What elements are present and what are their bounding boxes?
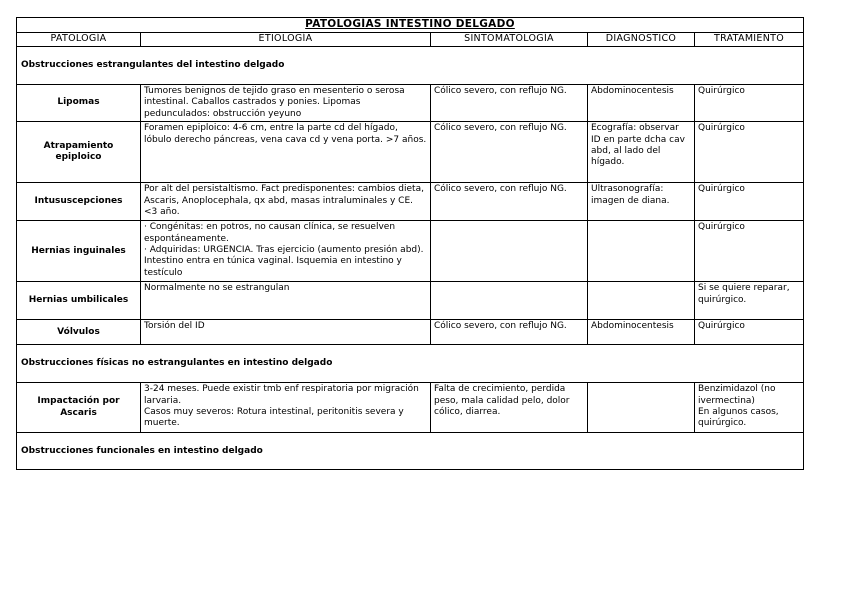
table-row [17,122,804,183]
cell-etiologia [141,221,431,282]
cell-etiologia: Normalmente no se estrangulan [141,282,431,320]
cell-patologia: Hernias inguinales [17,221,141,282]
cell-diagnostico [588,221,695,282]
cell-tratamiento: Quirúrgico [695,320,804,345]
header-patologia: PATOLOGÍA [17,33,141,47]
cell-diagnostico: Abdominocentesis [588,85,695,122]
cell-tratamiento: Quirúrgico [695,221,804,282]
table-row [17,383,804,433]
etiologia-line: 3-24 meses. Puede existir tmb enf respiratoria por migración larvaria. [144,384,419,406]
cell-diagnostico: Ultrasonografía: imagen de diana. [588,183,695,221]
table-row [17,221,804,282]
cell-tratamiento: Quirúrgico [695,85,804,122]
header-etiologia: ETIOLOGÍA [141,33,431,47]
cell-sintomatologia [431,221,588,282]
table-row [17,183,804,221]
cell-etiologia: Por alt del persistaltismo. Fact predisponentes: cambios dieta, Ascaris, Anoplocephala, qx abd, masas intraluminales y CE. <3 año. [141,183,431,221]
tratamiento-line: En algunos casos, quirúrgico. [698,407,779,429]
table-row [17,85,804,122]
section-row [17,47,804,85]
cell-patologia: Hernias umbilicales [17,282,141,320]
cell-diagnostico: Ecografía: observar ID en parte dcha cav abd, al lado del hígado. [588,122,695,183]
cell-patologia: Impactación por Ascaris [17,383,141,433]
section-heading: Obstrucciones funcionales en intestino delgado [17,433,804,470]
cell-tratamiento: Quirúrgico [695,183,804,221]
cell-sintomatologia: Cólico severo, con reflujo NG. [431,320,588,345]
cell-patologia: Atrapamiento epiploico [17,122,141,183]
cell-tratamiento: Quirúrgico [695,122,804,183]
section-row [17,433,804,470]
cell-patologia: Lipomas [17,85,141,122]
cell-sintomatologia: Falta de crecimiento, perdida peso, mala calidad pelo, dolor cólico, diarrea. [431,383,588,433]
table-row [17,282,804,320]
cell-etiologia: Torsión del ID [141,320,431,345]
etiologia-line: · Adquiridas: URGENCIA. Tras ejercicio (aumento presión abd). Intestino entra en túnica vaginal. Isquemia en intestino y testículo [144,245,424,278]
table-row [17,320,804,345]
pathology-table [16,17,804,470]
header-diagnostico: DIAGNÓSTICO [588,33,695,47]
cell-sintomatologia: Cólico severo, con reflujo NG. [431,122,588,183]
section-heading: Obstrucciones físicas no estrangulantes en intestino delgado [17,345,804,383]
etiologia-line: · Congénitas: en potros, no causan clínica, se resuelven espontáneamente. [144,222,396,244]
section-row [17,345,804,383]
cell-sintomatologia: Cólico severo, con reflujo NG. [431,85,588,122]
header-sintomatologia: SINTOMATOLOGÍA [431,33,588,47]
title-row [17,18,804,33]
cell-diagnostico: Abdominocentesis [588,320,695,345]
cell-patologia: Intususcepciones [17,183,141,221]
cell-etiologia [141,383,431,433]
cell-sintomatologia: Cólico severo, con reflujo NG. [431,183,588,221]
cell-tratamiento [695,383,804,433]
cell-etiologia: Tumores benignos de tejido graso en mesenterio o serosa intestinal. Caballos castrados y ponies. Lipomas pedunculados: obstrucción yeyuno [141,85,431,122]
cell-patologia: Vólvulos [17,320,141,345]
etiologia-line: Casos muy severos: Rotura intestinal, peritonitis severa y muerte. [144,407,404,429]
cell-diagnostico [588,383,695,433]
cell-diagnostico [588,282,695,320]
table-title: PATOLOGÍAS INTESTINO DELGADO [17,18,804,33]
section-heading: Obstrucciones estrangulantes del intestino delgado [17,47,804,85]
header-tratamiento: TRATAMIENTO [695,33,804,47]
header-row [17,33,804,47]
cell-tratamiento: Si se quiere reparar, quirúrgico. [695,282,804,320]
tratamiento-line: Benzimidazol (no ivermectina) [698,384,776,406]
cell-etiologia: Foramen epiploico: 4-6 cm, entre la parte cd del hígado, lóbulo derecho páncreas, vena cava cd y vena porta. >7 años. [141,122,431,183]
cell-sintomatologia [431,282,588,320]
